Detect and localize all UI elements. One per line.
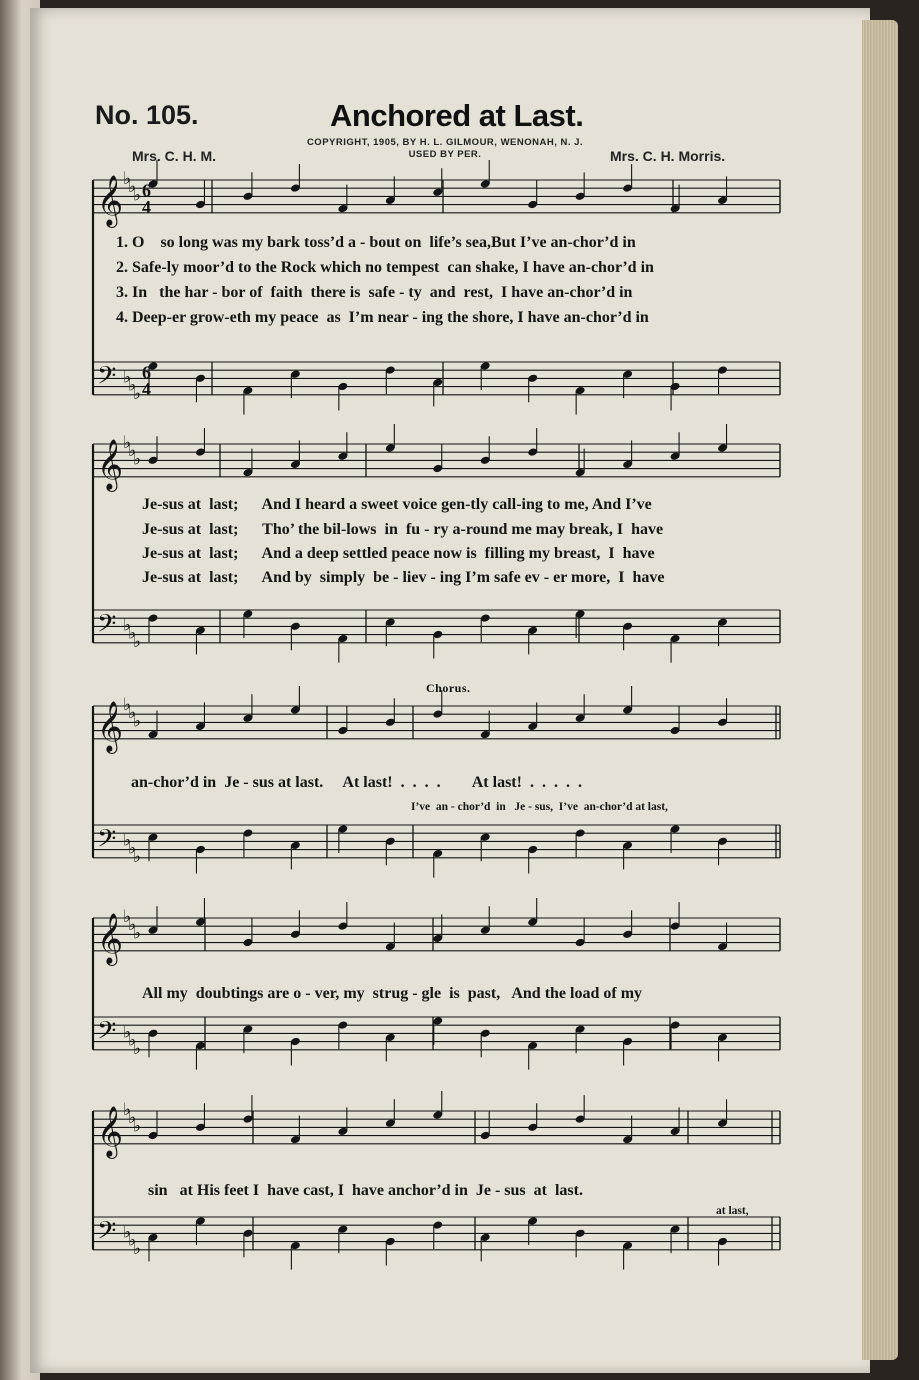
hymn-title: Anchored at Last.	[330, 98, 584, 133]
flat-sign-icon: ♭	[128, 623, 137, 644]
verse-4-line-2: Je-sus at last; And by simply be - liev - ing I’m safe ev - er more, I have	[142, 569, 665, 586]
flat-sign-icon: ♭	[133, 185, 142, 206]
flat-sign-icon: ♭	[133, 1116, 142, 1137]
treble-clef-icon: 𝄞	[97, 1105, 124, 1157]
chorus-line-1-bass: I’ve an - chor’d in Je - sus, I’ve an-chor’d at last,	[411, 801, 668, 813]
flat-sign-icon: ♭	[133, 383, 142, 404]
chorus-line-3: sin at His feet I have cast, I have anchor’d in Je - sus at last.	[148, 1182, 583, 1199]
verse-2-line-1: 2. Safe-ly moor’d to the Rock which no tempest can shake, I have an-chor’d in	[116, 259, 654, 276]
flat-sign-icon: ♭	[128, 441, 137, 462]
flat-sign-icon: ♭	[133, 449, 142, 470]
bass-clef-icon: 𝄢	[97, 609, 117, 645]
verse-4-line-1: 4. Deep-er grow-eth my peace as I’m near - ing the shore, I have an-chor’d in	[116, 309, 649, 326]
chorus-line-3-bass: at last,	[716, 1205, 749, 1217]
flat-sign-icon: ♭	[128, 838, 137, 859]
flat-sign-icon: ♭	[123, 169, 132, 189]
flat-sign-icon: ♭	[133, 846, 142, 867]
time-signature-top: 6	[142, 180, 151, 201]
verse-3-line-2: Je-sus at last; And a deep settled peace now is filling my breast, I have	[142, 545, 655, 562]
flat-sign-icon: ♭	[128, 177, 137, 198]
flat-sign-icon: ♭	[123, 1222, 132, 1243]
verse-3-line-1: 3. In the har - bor of faith there is safe - ty and rest, I have an-chor’d in	[116, 284, 633, 301]
treble-clef-icon: 𝄞	[97, 438, 124, 490]
treble-clef-icon: 𝄞	[97, 912, 124, 964]
chorus-line-2: All my doubtings are o - ver, my strug - gle is past, And the load of my	[142, 985, 643, 1002]
flat-sign-icon: ♭	[133, 711, 142, 732]
treble-clef-icon: 𝄞	[97, 174, 124, 226]
bass-clef-icon: 𝄢	[97, 824, 117, 860]
flat-sign-icon: ♭	[128, 1108, 137, 1129]
verse-1-line-1: 1. O so long was my bark toss’d a - bout on life’s sea,But I’ve an-chor’d in	[116, 234, 636, 251]
flat-sign-icon: ♭	[128, 915, 137, 936]
flat-sign-icon: ♭	[123, 1022, 132, 1043]
flat-sign-icon: ♭	[123, 615, 132, 636]
time-signature-bottom: 4	[142, 378, 151, 399]
copyright-line-2: USED BY PER.	[408, 149, 482, 160]
chorus-line-1: an-chor’d in Je - sus at last. At last! . . . . At last! . . . . .	[131, 774, 582, 791]
copyright-line-1: COPYRIGHT, 1905, BY H. L. GILMOUR, WENONAH, N. J.	[306, 137, 584, 148]
bass-clef-icon: 𝄢	[97, 1016, 117, 1052]
flat-sign-icon: ♭	[133, 1038, 142, 1059]
verse-2-line-2: Je-sus at last; Tho’ the bil-lows in fu - ry a-round me may break, I have	[142, 521, 664, 538]
flat-sign-icon: ♭	[123, 695, 132, 715]
flat-sign-icon: ♭	[128, 375, 137, 396]
flat-sign-icon: ♭	[128, 1030, 137, 1051]
flat-sign-icon: ♭	[133, 923, 142, 944]
flat-sign-icon: ♭	[128, 1230, 137, 1251]
hymn-number: No. 105.	[95, 100, 199, 130]
flat-sign-icon: ♭	[123, 433, 132, 453]
flat-sign-icon: ♭	[133, 631, 142, 652]
flat-sign-icon: ♭	[123, 367, 132, 388]
flat-sign-icon: ♭	[123, 907, 132, 927]
flat-sign-icon: ♭	[123, 1100, 132, 1120]
composer-credit: Mrs. C. H. Morris.	[610, 148, 726, 164]
verse-1-line-2: Je-sus at last; And I heard a sweet voice gen-tly call-ing to me, And I’ve	[142, 496, 652, 513]
bass-clef-icon: 𝄢	[97, 361, 117, 397]
bass-clef-icon: 𝄢	[97, 1216, 117, 1252]
time-signature-bottom: 4	[142, 196, 151, 217]
flat-sign-icon: ♭	[128, 703, 137, 724]
time-signature-top: 6	[142, 362, 151, 383]
flat-sign-icon: ♭	[123, 830, 132, 851]
flat-sign-icon: ♭	[133, 1238, 142, 1259]
treble-clef-icon: 𝄞	[97, 700, 124, 752]
chorus-label: Chorus.	[426, 681, 471, 695]
lyricist-credit: Mrs. C. H. M.	[132, 148, 217, 164]
